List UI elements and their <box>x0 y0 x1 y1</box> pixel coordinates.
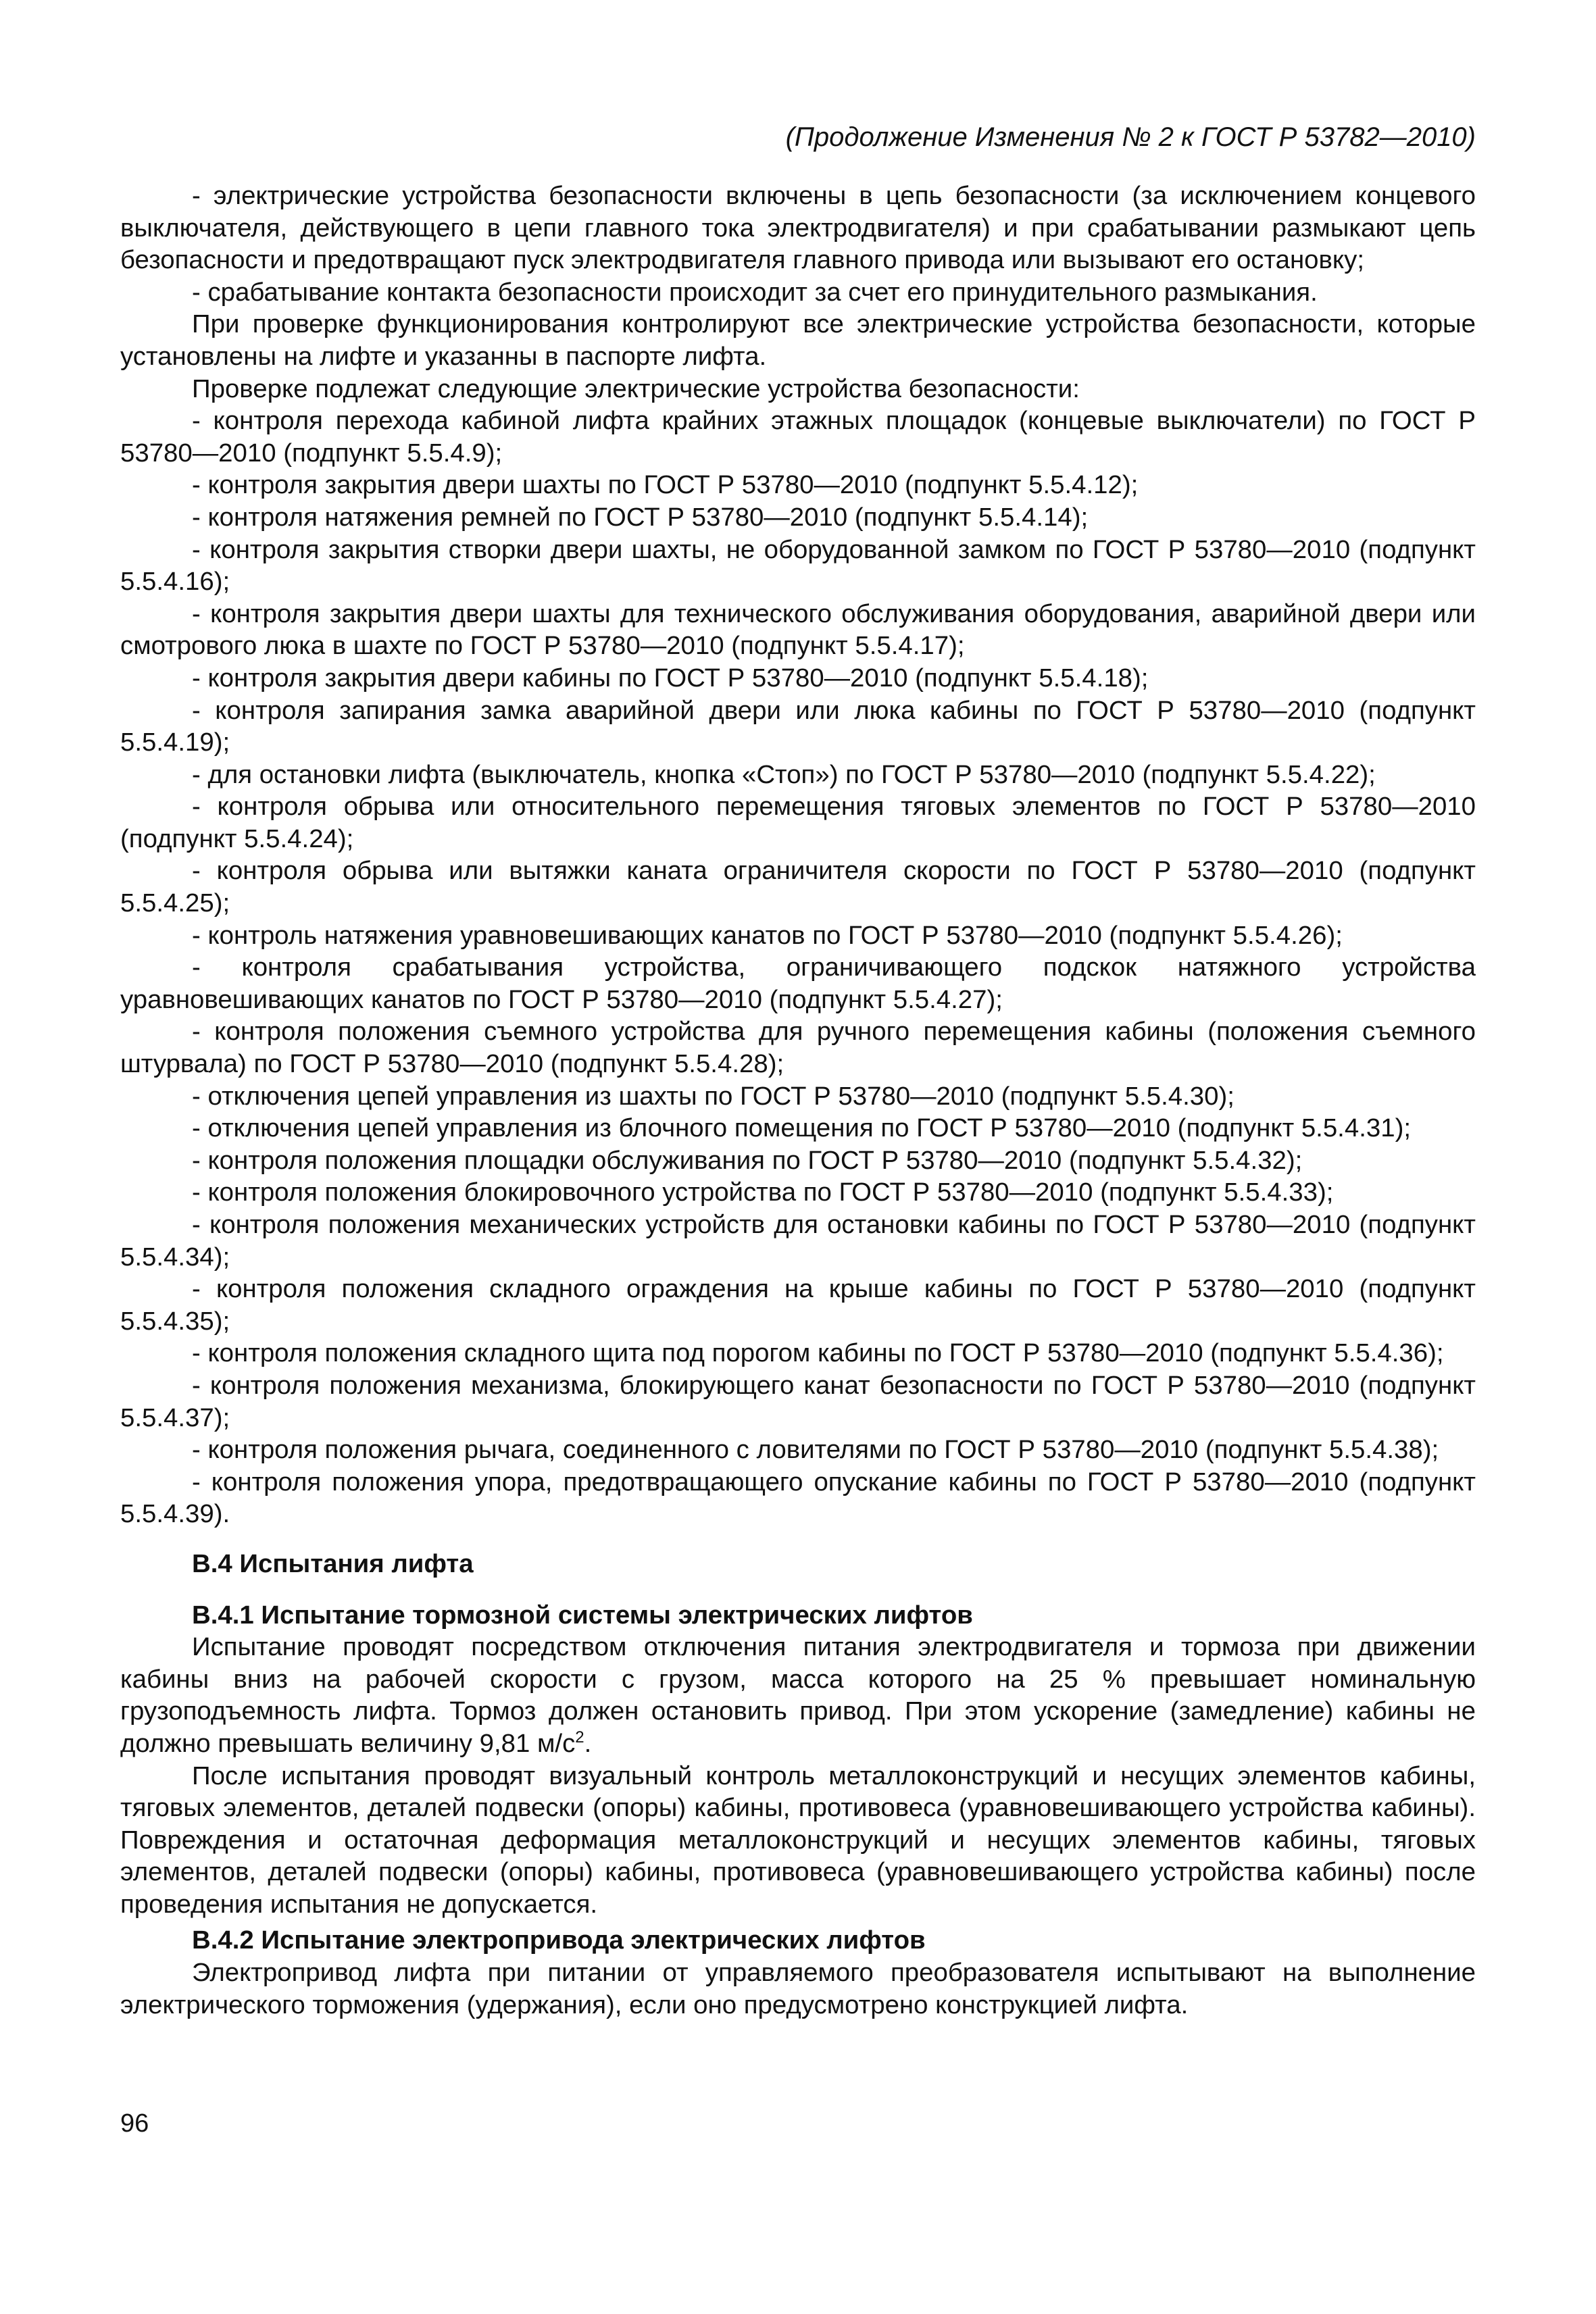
paragraph: - контроля положения блокировочного устройства по ГОСТ Р 53780—2010 (подпункт 5.5.4.33); <box>192 1178 1334 1207</box>
paragraph: - отключения цепей управления из шахты по ГОСТ Р 53780—2010 (подпункт 5.5.4.30); <box>192 1081 1235 1111</box>
paragraph: - контроля положения складного ограждения на крыше кабины по ГОСТ Р 53780—2010 (подпункт 5.5.4.35); <box>120 1274 1476 1336</box>
paragraph: - срабатывание контакта безопасности происходит за счет его принудительного размыкания. <box>192 277 1318 307</box>
document-page <box>120 120 1476 2021</box>
superscript-2: 2 <box>575 1728 584 1746</box>
paragraph: - контроля перехода кабиной лифта крайних этажных площадок (концевые выключатели) по ГОСТ Р 53780—2010 (подпункт 5.5.4.9); <box>120 406 1476 468</box>
section-title-b42: В.4.2 Испытание электропривода электрических лифтов <box>192 1926 926 1955</box>
paragraph: - контроля обрыва или вытяжки каната ограничителя скорости по ГОСТ Р 53780—2010 (подпункт 5.5.4.25); <box>120 856 1476 918</box>
requirements-list <box>120 180 1476 1530</box>
section-title-b41: В.4.1 Испытание тормозной системы электрических лифтов <box>192 1600 973 1630</box>
paragraph: - контроля обрыва или относительного перемещения тяговых элементов по ГОСТ Р 53780—2010 (подпункт 5.5.4.24); <box>120 792 1476 853</box>
paragraph: - контроля положения упора, предотвращающего опускание кабины по ГОСТ Р 53780—2010 (подпункт 5.5.4.39). <box>120 1467 1476 1529</box>
paragraph: - контроля запирания замка аварийной двери или люка кабины по ГОСТ Р 53780—2010 (подпункт 5.5.4.19); <box>120 695 1476 757</box>
paragraph-b41-2: После испытания проводят визуальный контроль металлоконструкций и несущих элементов кабины, тяговых элементов, деталей подвески (опоры) кабины, противовеса (уравновешивающего устройства кабины). Повреждения и остаточная деформация металлоконструкций и несущих элементов кабины, тяговых элементов, деталей подвески (опоры) кабины, противовеса (уравновешивающего устройства кабины) после проведения испытания не допускается. <box>120 1761 1476 1919</box>
document-body <box>120 180 1476 2021</box>
paragraph-b41-1-end: . <box>584 1728 592 1758</box>
paragraph: - контроля положения рычага, соединенного с ловителями по ГОСТ Р 53780—2010 (подпункт 5.5.4.38); <box>192 1435 1439 1465</box>
paragraph: Проверке подлежат следующие электрические устройства безопасности: <box>192 374 1080 403</box>
page-number: 96 <box>120 2109 149 2138</box>
paragraph: - контроля положения складного щита под порогом кабины по ГОСТ Р 53780—2010 (подпункт 5.5.4.36); <box>192 1338 1444 1368</box>
paragraph: - контроля положения съемного устройства для ручного перемещения кабины (положения съемного штурвала) по ГОСТ Р 53780—2010 (подпункт 5.5.4.28); <box>120 1017 1476 1079</box>
section-title-b4: В.4 Испытания лифта <box>192 1549 474 1578</box>
paragraph: - контроля закрытия двери шахты по ГОСТ Р 53780—2010 (подпункт 5.5.4.12); <box>192 470 1139 500</box>
paragraph: При проверке функционирования контролируют все электрические устройства безопасности, которые установлены на лифте и указанны в паспорте лифта. <box>120 309 1476 371</box>
paragraph: - для остановки лифта (выключатель, кнопка «Стоп») по ГОСТ Р 53780—2010 (подпункт 5.5.4.22); <box>192 759 1376 789</box>
paragraph: - контроля закрытия двери кабины по ГОСТ Р 53780—2010 (подпункт 5.5.4.18); <box>192 663 1149 693</box>
paragraph: - контроль натяжения уравновешивающих канатов по ГОСТ Р 53780—2010 (подпункт 5.5.4.26); <box>192 920 1343 950</box>
paragraph: - контроля положения площадки обслуживания по ГОСТ Р 53780—2010 (подпункт 5.5.4.32); <box>192 1145 1303 1175</box>
paragraph-b42-1: Электропривод лифта при питании от управляемого преобразователя испытывают на выполнение электрического торможения (удержания), если оно предусмотрено конструкцией лифта. <box>120 1958 1476 2019</box>
paragraph: - контроля срабатывания устройства, ограничивающего подскок натяжного устройства уравновешивающих канатов по ГОСТ Р 53780—2010 (подпункт 5.5.4.27); <box>120 953 1476 1014</box>
paragraph-b41-1 <box>120 1631 1476 1759</box>
paragraph: - контроля закрытия двери шахты для технического обслуживания оборудования, аварийной двери или смотрового люка в шахте по ГОСТ Р 53780—2010 (подпункт 5.5.4.17); <box>120 599 1476 661</box>
paragraph-b41-1-text: Испытание проводят посредством отключения питания электродвигателя и тормоза при движении кабины вниз на рабочей скорости с грузом, масса которого на 25 % превышает номинальную грузоподъемность лифта. Тормоз должен остановить привод. При этом ускорение (замедление) кабины не должно превышать величину 9,81 м/с <box>120 1632 1476 1758</box>
paragraph: - отключения цепей управления из блочного помещения по ГОСТ Р 53780—2010 (подпункт 5.5.4.31); <box>192 1113 1412 1143</box>
paragraph: - контроля положения механических устройств для остановки кабины по ГОСТ Р 53780—2010 (подпункт 5.5.4.34); <box>120 1210 1476 1272</box>
paragraph: - контроля закрытия створки двери шахты, не оборудованной замком по ГОСТ Р 53780—2010 (подпункт 5.5.4.16); <box>120 534 1476 597</box>
paragraph: - контроля натяжения ремней по ГОСТ Р 53780—2010 (подпункт 5.5.4.14); <box>192 502 1089 532</box>
running-header: (Продолжение Изменения № 2 к ГОСТ Р 53782—2010) <box>785 122 1476 152</box>
paragraph: - электрические устройства безопасности включены в цепь безопасности (за исключением концевого выключателя, действующего в цепи главного тока электродвигателя) и при срабатывании размыкают цепь безопасности и предотвращают пуск электродвигателя главного привода или вызывают его остановку; <box>120 181 1476 275</box>
paragraph: - контроля положения механизма, блокирующего канат безопасности по ГОСТ Р 53780—2010 (подпункт 5.5.4.37); <box>120 1370 1476 1432</box>
